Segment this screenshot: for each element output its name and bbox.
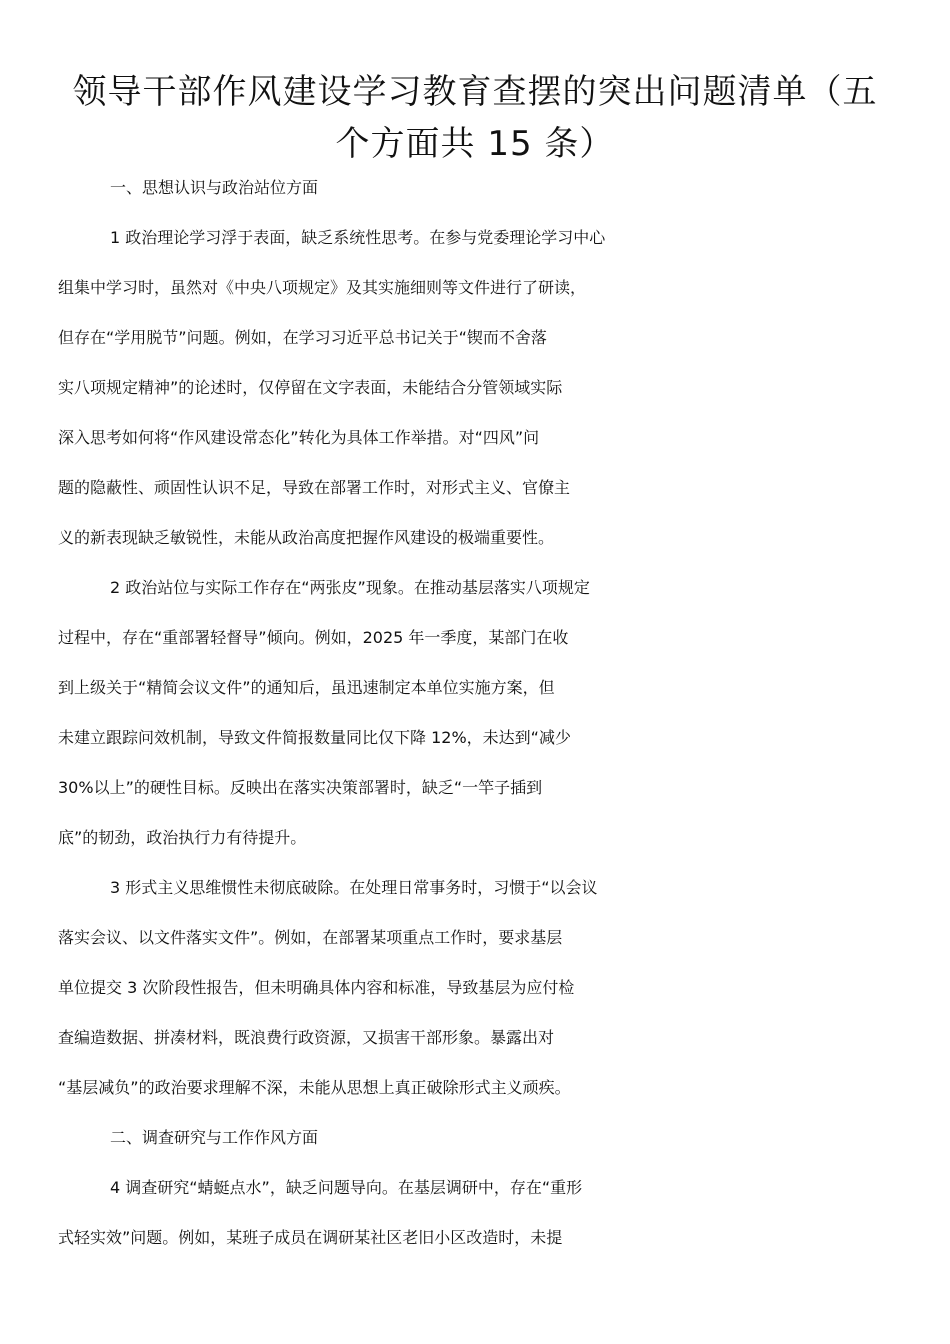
title-line-1: 领导干部作风建设学习教育查摆的突出问题清单（五: [72, 72, 878, 112]
paragraph-line: 3 形式主义思维惯性未彻底破除。在处理日常事务时，习惯于“以会议: [110, 878, 598, 897]
paragraph-line: 义的新表现缺乏敏锐性，未能从政治高度把握作风建设的极端重要性。: [58, 528, 555, 547]
paragraph-line: 底”的韧劲，政治执行力有待提升。: [58, 828, 307, 847]
paragraph-line: 实八项规定精神”的论述时，仅停留在文字表面，未能结合分管领域实际: [58, 378, 563, 397]
paragraph-line: 深入思考如何将“作风建设常态化”转化为具体工作举措。对“四风”问: [58, 428, 540, 447]
paragraph-line: 落实会议、以文件落实文件”。例如，在部署某项重点工作时，要求基层: [58, 928, 563, 947]
document-title: [58, 66, 892, 170]
paragraph-line: “基层减负”的政治要求理解不深，未能从思想上真正破除形式主义顽疾。: [58, 1078, 571, 1097]
paragraph-line: 1 政治理论学习浮于表面，缺乏系统性思考。在参与党委理论学习中心: [110, 228, 606, 247]
paragraph-line: 但存在“学用脱节”问题。例如，在学习习近平总书记关于“锲而不舍落: [58, 328, 547, 347]
paragraph-line: 30%以上”的硬性目标。反映出在落实决策部署时，缺乏“一竿子插到: [58, 778, 543, 797]
paragraph-line: 到上级关于“精简会议文件”的通知后，虽迅速制定本单位实施方案，但: [58, 678, 555, 697]
section-heading-1: 一、思想认识与政治站位方面: [110, 178, 319, 197]
section-heading-2: 二、调查研究与工作作风方面: [110, 1128, 319, 1147]
paragraph-line: 2 政治站位与实际工作存在“两张皮”现象。在推动基层落实八项规定: [110, 578, 590, 597]
paragraph-line: 单位提交 3 次阶段性报告，但未明确具体内容和标准，导致基层为应付检: [58, 978, 575, 997]
title-line-2: 个方面共 15 条）: [335, 124, 615, 164]
paragraph-line: 查编造数据、拼凑材料，既浪费行政资源，又损害干部形象。暴露出对: [58, 1028, 555, 1047]
paragraph-line: 题的隐蔽性、顽固性认识不足，导致在部署工作时，对形式主义、官僚主: [58, 478, 571, 497]
paragraph-line: 过程中，存在“重部署轻督导”倾向。例如，2025 年一季度，某部门在收: [58, 628, 569, 647]
paragraph-line: 未建立跟踪问效机制，导致文件简报数量同比仅下降 12%，未达到“减少: [58, 728, 571, 747]
paragraph-line: 组集中学习时，虽然对《中央八项规定》及其实施细则等文件进行了研读，: [58, 278, 587, 297]
paragraph-line: 4 调查研究“蜻蜓点水”，缺乏问题导向。在基层调研中，存在“重形: [110, 1178, 583, 1197]
paragraph-line: 式轻实效”问题。例如，某班子成员在调研某社区老旧小区改造时，未提: [58, 1228, 563, 1247]
